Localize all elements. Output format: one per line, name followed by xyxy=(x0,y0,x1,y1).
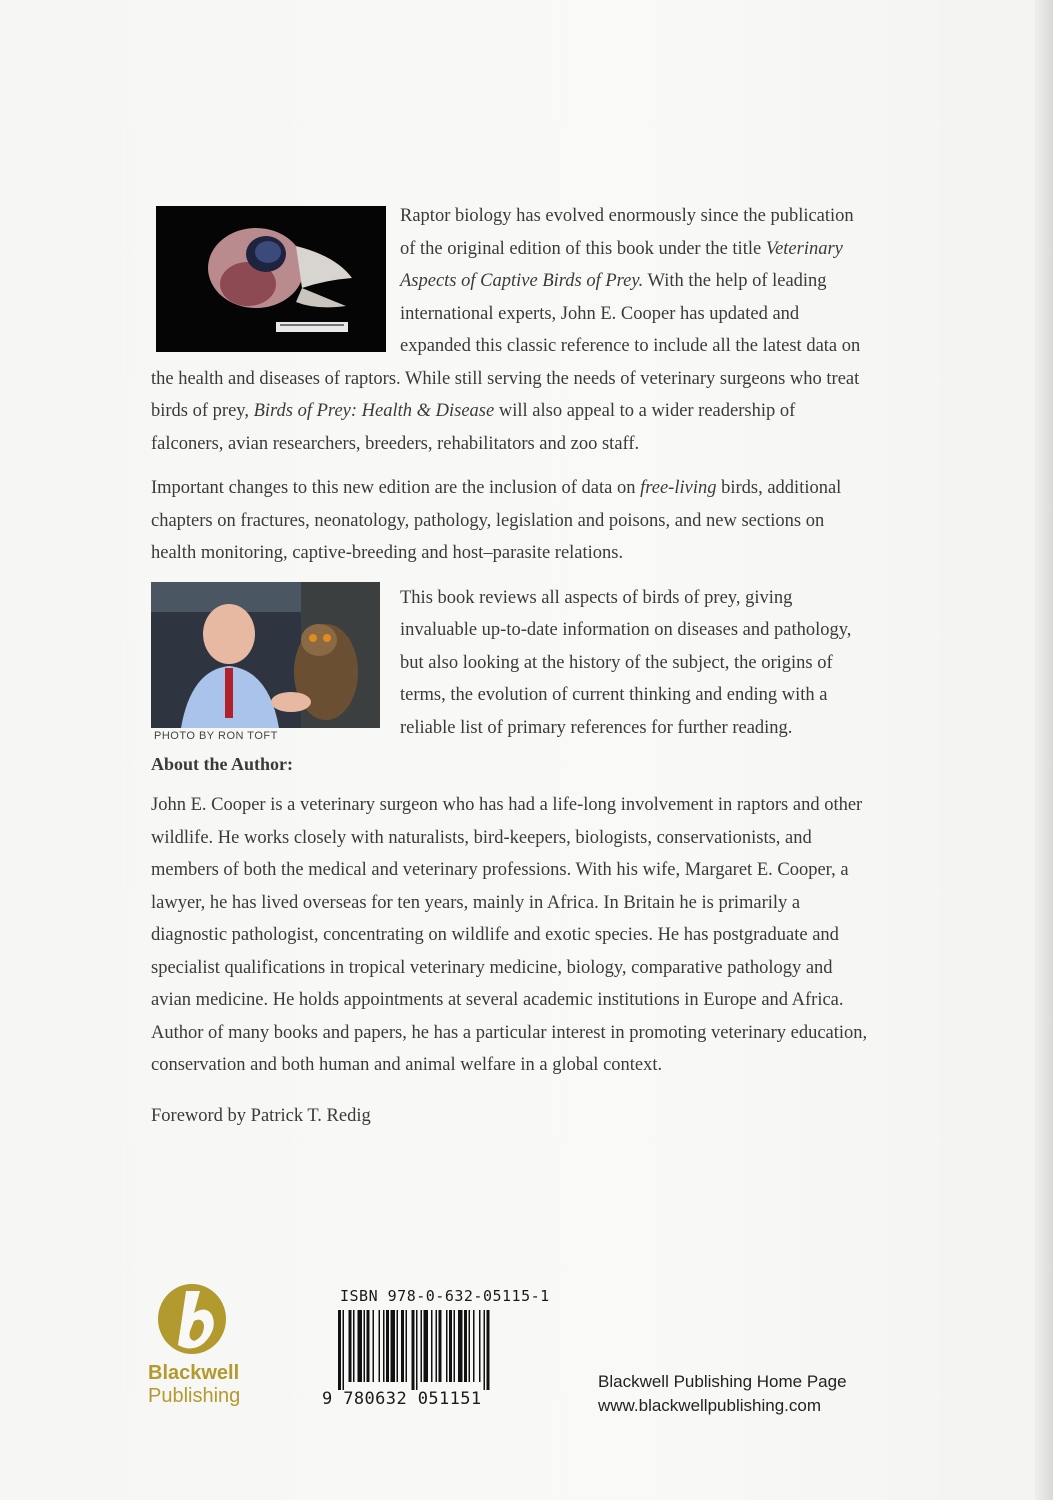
barcode-bar xyxy=(412,1310,415,1390)
author-photo-block xyxy=(151,582,400,742)
barcode-bar xyxy=(484,1310,486,1390)
changes-paragraph: Important changes to this new edition are the inclusion of data on free-living birds, additional chapters on fractures, neonatology, pathology, legislation and poisons, and new sections on health monitoring, captive-breeding and host–parasite relations. xyxy=(151,478,842,563)
barcode-bar xyxy=(446,1310,448,1382)
barcode-bar xyxy=(373,1310,375,1382)
review-paragraph: This book reviews all aspects of birds of prey, giving invaluable up-to-date information on diseases and pathology, but also looking at the history of the subject, the origins of terms, the evolution of current thinking and ending with a reliable list of primary references for further reading. xyxy=(400,587,852,738)
barcode-bar xyxy=(436,1310,438,1382)
skull-specimen-photo xyxy=(156,206,386,352)
barcode-digits: 9 780632 051151 xyxy=(322,1389,482,1409)
about-heading: About the Author: xyxy=(151,754,294,774)
isbn-label: ISBN 978-0-632-05115-1 xyxy=(340,1287,550,1305)
barcode-bar xyxy=(367,1310,370,1382)
back-cover-text xyxy=(151,200,871,1132)
barcode-bar xyxy=(439,1310,442,1382)
barcode-bar xyxy=(401,1310,404,1382)
barcode-bar xyxy=(416,1310,418,1390)
publisher-home-label: Blackwell Publishing Home Page xyxy=(598,1372,847,1391)
barcode-bar xyxy=(421,1310,423,1382)
barcode-bar xyxy=(487,1310,490,1390)
barcode-bar xyxy=(397,1310,399,1382)
publisher-url[interactable]: www.blackwellpublishing.com xyxy=(598,1396,821,1415)
barcode-bar xyxy=(424,1310,429,1382)
barcode-bar xyxy=(479,1310,481,1382)
publisher-wordmark xyxy=(148,1362,240,1408)
review-section xyxy=(151,582,871,745)
barcode-bar xyxy=(469,1310,471,1382)
barcode-bar xyxy=(358,1310,363,1382)
publisher-home-block xyxy=(598,1370,847,1418)
barcode-bar xyxy=(454,1310,456,1382)
barcode-bar xyxy=(431,1310,433,1382)
barcode-bar xyxy=(379,1310,381,1382)
barcode-bar xyxy=(386,1310,389,1382)
barcode-bar xyxy=(449,1310,452,1382)
publisher-name-line2: Publishing xyxy=(148,1385,241,1407)
barcode-bar xyxy=(406,1310,408,1382)
barcode-bar xyxy=(343,1310,345,1390)
barcode-bar xyxy=(338,1310,341,1390)
barcode-bar xyxy=(391,1310,396,1382)
barcode-bar xyxy=(458,1310,463,1382)
intro-paragraph: Raptor biology has evolved enormously since the publication of the original edition of this book under the title Veterinary Aspects of Captive Birds of Prey. With the help of leading international experts, John E. Cooper has updated and expanded this classic reference to include all the latest data on the health and diseases of raptors. While still serving the needs of veterinary surgeons who treat birds of prey, Birds of Prey: Health & Disease will also appeal to a wider readership of falconers, avian researchers, breeders, rehabilitators and zoo staff. xyxy=(151,206,861,454)
book-spine-edge xyxy=(1035,0,1053,1500)
barcode-bar xyxy=(353,1310,355,1382)
photo-caption: PHOTO BY RON TOFT xyxy=(154,729,278,742)
foreword-credit: Foreword by Patrick T. Redig xyxy=(151,1105,371,1126)
barcode-bar xyxy=(364,1310,366,1382)
barcode-bar xyxy=(349,1310,352,1382)
author-with-owl-photo xyxy=(151,582,380,728)
publisher-name-line1: Blackwell xyxy=(148,1362,240,1384)
about-author-paragraph: John E. Cooper is a veterinary surgeon who has had a life-long involvement in raptors and other wildlife. He works closely with naturalists, bird-keepers, biologists, conservationists, and members of both the medical and veterinary professions. With his wife, Margaret E. Cooper, a lawyer, he has lived overseas for ten years, mainly in Africa. In Britain he is primarily a diagnostic pathologist, concentrating on wildlife and exotic species. He has postgraduate and specialist qualifications in tropical veterinary medicine, biology, comparative pathology and avian medicine. He holds appointments at several academic institutions in Europe and Africa. Author of many books and papers, he has a particular interest in promoting veterinary education, conservation and both human and animal welfare in a global context. xyxy=(151,795,868,1075)
barcode-bar xyxy=(464,1310,467,1382)
barcode-bar xyxy=(473,1310,475,1382)
barcode-bar xyxy=(383,1310,385,1382)
